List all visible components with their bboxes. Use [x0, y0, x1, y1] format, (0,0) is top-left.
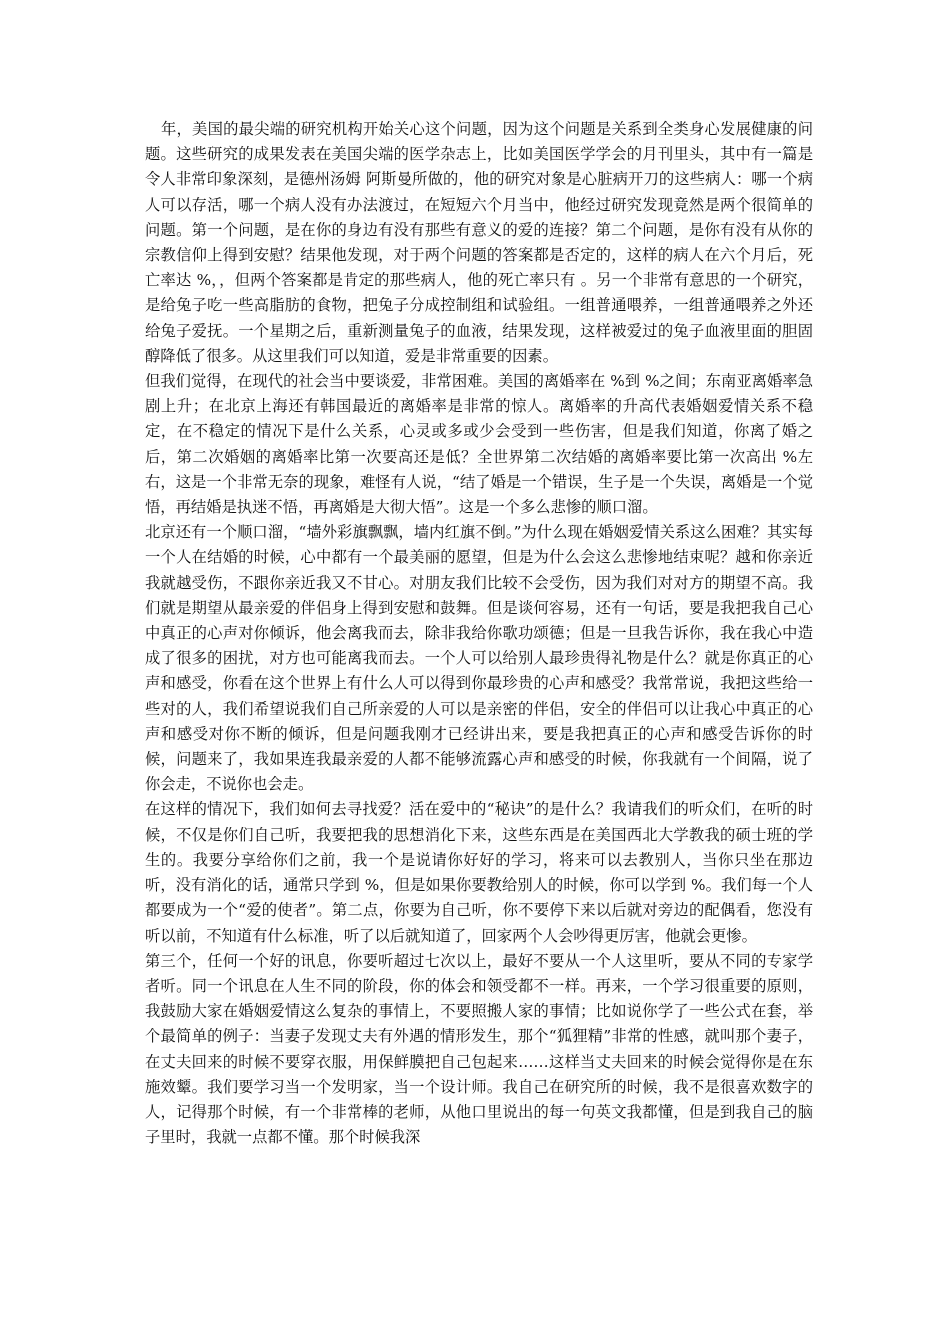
document-body: [145, 117, 813, 1150]
paragraph-5: 第三个，任何一个好的讯息，你要听超过七次以上，最好不要从一个人这里听，要从不同的专家学者听。同一个讯息在人生不同的阶段，你的体会和领受都不一样。再来，一个学习很重要的原则，我鼓励大家在婚姻爱情这么复杂的事情上，不要照搬人家的事情；比如说你学了一些公式在套，举个最简单的例子：当妻子发现丈夫有外遇的情形发生，那个“狐狸精”非常的性感，就叫那个妻子，在丈夫回来的时候不要穿衣服，用保鲜膜把自己包起来……这样当丈夫回来的时候会觉得你是在东施效颦。我们要学习当一个发明家，当一个设计师。我自己在研究所的时候，我不是很喜欢数字的人，记得那个时候，有一个非常棒的老师，从他口里说出的每一句英文我都懂，但是到我自己的脑子里时，我就一点都不懂。那个时候我深: [145, 951, 813, 1147]
paragraph-2: 但我们觉得，在现代的社会当中要谈爱，非常困难。美国的离婚率在 %到 %之间；东南亚离婚率急剧上升；在北京上海还有韩国最近的离婚率是非常的惊人。离婚率的升高代表婚姻爱情关系不稳定，在不稳定的情况下是什么关系，心灵或多或少会受到一些伤害，但是我们知道，你离了婚之后，第二次婚姻的离婚率比第一次要高还是低？全世界第二次结婚的离婚率要比第一次高出 %左右，这是一个非常无奈的现象，难怪有人说，“结了婚是一个错误，生子是一个失误，离婚是一个觉悟，再结婚是执迷不悟，再离婚是大彻大悟”。这是一个多么悲惨的顺口溜。: [145, 372, 813, 517]
paragraph-1: 年，美国的最尖端的研究机构开始关心这个问题，因为这个问题是关系到全类身心发展健康的问题。这些研究的成果发表在美国尖端的医学杂志上，比如美国医学学会的月刊里头，其中有一篇是令人非常印象深刻，是德州汤姆 阿斯曼所做的，他的研究对象是心脏病开刀的这些病人：哪一个病人可以存活，哪一个病人没有办法渡过，在短短六个月当中，他经过研究发现竟然是两个很简单的问题。第一个问题，是在你的身边有没有那些有意义的爱的连接？第二个问题，是你有没有从你的宗教信仰上得到安慰？结果他发现，对于两个问题的答案都是否定的，这样的病人在六个月后，死亡率达 %，，但两个答案都是肯定的那些病人，他的死亡率只有 。另一个非常有意思的一个研究，是给兔子吃一些高脂肪的食物，把兔子分成控制组和试验组。一组普通喂养，一组普通喂养之外还给兔子爱抚。一个星期之后，重新测量兔子的血液，结果发现，这样被爱过的兔子血液里面的胆固醇降低了很多。从这里我们可以知道，爱是非常重要的因素。: [145, 120, 813, 365]
paragraph-4: 在这样的情况下，我们如何去寻找爱？活在爱中的“秘诀”的是什么？我请我们的听众们，在听的时候，不仅是你们自己听，我要把我的思想消化下来，这些东西是在美国西北大学教我的硕士班的学生的。我要分享给你们之前，我一个是说请你好好的学习，将来可以去教别人，当你只坐在那边听，没有消化的话，通常只学到 %，但是如果你要教给别人的时候，你可以学到 %。我们每一个人都要成为一个“爱的使者”。第二点，你要为自己听，你不要停下来以后就对旁边的配偶看，您没有听以前，不知道有什么标准，听了以后就知道了，回家两个人会吵得更厉害，他就会更惨。: [145, 800, 813, 945]
paragraph-3: 北京还有一个顺口溜，“墙外彩旗飘飘，墙内红旗不倒。”为什么现在婚姻爱情关系这么困难？其实每一个人在结婚的时候，心中都有一个最美丽的愿望，但是为什么会这么悲惨地结束呢？越和你亲近我就越受伤，不跟你亲近我又不甘心。对朋友我们比较不会受伤，因为我们对对方的期望不高。我们就是期望从最亲爱的伴侣身上得到安慰和鼓舞。但是谈何容易，还有一句话，要是我把我自己心中真正的心声对你倾诉，他会离我而去，除非我给你歌功颂德；但是一旦我告诉你，我在我心中造成了很多的困扰，对方也可能离我而去。一个人可以给别人最珍贵得礼物是什么？就是你真正的心声和感受，你看在这个世界上有什么人可以得到你最珍贵的心声和感受？我常常说，我把这些给一些对的人，我们希望说我们自己所亲爱的人可以是亲密的伴侣，安全的伴侣可以让我心中真正的心声和感受对你不断的倾诉，但是问题我刚才已经讲出来，要是我把真正的心声和感受告诉你的时候，问题来了，我如果连我最亲爱的人都不能够流露心声和感受的时候，你我就有一个间隔，说了你会走，不说你也会走。: [145, 523, 813, 794]
